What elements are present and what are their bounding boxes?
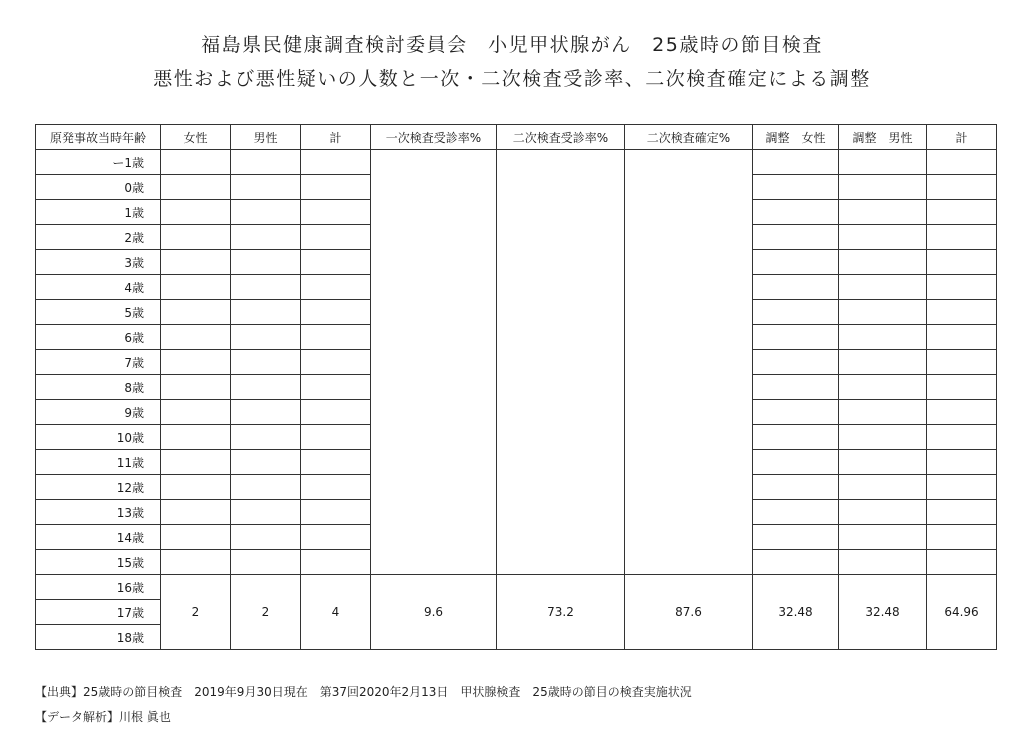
age-cell: 14歳 bbox=[36, 525, 161, 550]
empty-cell bbox=[839, 325, 927, 350]
empty-cell bbox=[301, 225, 371, 250]
empty-cell bbox=[927, 550, 997, 575]
empty-cell bbox=[927, 500, 997, 525]
empty-cell bbox=[839, 200, 927, 225]
value-first-exam-rate: 9.6 bbox=[371, 575, 497, 650]
empty-cell bbox=[161, 375, 231, 400]
empty-cell bbox=[231, 150, 301, 175]
empty-cell bbox=[753, 525, 839, 550]
title-line-1: 福島県民健康調査検討委員会 小児甲状腺がん 25歳時の節目検査 bbox=[201, 34, 823, 56]
age-cell: 0歳 bbox=[36, 175, 161, 200]
header-total: 計 bbox=[301, 125, 371, 150]
empty-cell bbox=[231, 275, 301, 300]
empty-cell bbox=[839, 175, 927, 200]
empty-cell bbox=[753, 175, 839, 200]
empty-cell bbox=[301, 250, 371, 275]
age-cell: 8歳 bbox=[36, 375, 161, 400]
empty-cell bbox=[231, 375, 301, 400]
value-adj-male: 32.48 bbox=[839, 575, 927, 650]
empty-cell bbox=[161, 325, 231, 350]
empty-cell bbox=[301, 350, 371, 375]
header-age: 原発事故当時年齢 bbox=[36, 125, 161, 150]
age-cell: 5歳 bbox=[36, 300, 161, 325]
empty-cell bbox=[231, 325, 301, 350]
age-cell: 15歳 bbox=[36, 550, 161, 575]
empty-cell bbox=[839, 450, 927, 475]
empty-cell bbox=[161, 350, 231, 375]
empty-cell bbox=[753, 150, 839, 175]
empty-cell bbox=[927, 325, 997, 350]
value-second-exam-rate: 73.2 bbox=[497, 575, 625, 650]
empty-cell bbox=[301, 375, 371, 400]
empty-cell bbox=[753, 200, 839, 225]
age-cell: 6歳 bbox=[36, 325, 161, 350]
empty-cell bbox=[927, 225, 997, 250]
empty-cell bbox=[301, 400, 371, 425]
empty-cell bbox=[927, 275, 997, 300]
value-male: 2 bbox=[231, 575, 301, 650]
empty-cell bbox=[231, 500, 301, 525]
header-row bbox=[36, 125, 997, 150]
empty-cell bbox=[231, 525, 301, 550]
empty-cell bbox=[753, 500, 839, 525]
empty-cell bbox=[301, 200, 371, 225]
footer-analysis: 【データ解析】川根 眞也 bbox=[35, 710, 171, 724]
age-cell: 17歳 bbox=[36, 600, 161, 625]
empty-cell bbox=[927, 525, 997, 550]
empty-cell bbox=[753, 425, 839, 450]
empty-cell bbox=[231, 175, 301, 200]
empty-cell bbox=[839, 275, 927, 300]
empty-cell bbox=[301, 550, 371, 575]
empty-cell bbox=[161, 225, 231, 250]
empty-cell bbox=[927, 475, 997, 500]
empty-cell bbox=[231, 450, 301, 475]
age-cell: 3歳 bbox=[36, 250, 161, 275]
empty-cell bbox=[927, 375, 997, 400]
header-second-exam-rate: 二次検査受診率% bbox=[497, 125, 625, 150]
empty-cell bbox=[301, 425, 371, 450]
age-cell: 9歳 bbox=[36, 400, 161, 425]
empty-cell bbox=[839, 350, 927, 375]
empty-cell bbox=[231, 425, 301, 450]
empty-cell bbox=[161, 475, 231, 500]
value-second-confirmed: 87.6 bbox=[625, 575, 753, 650]
age-cell: 4歳 bbox=[36, 275, 161, 300]
header-first-exam-rate: 一次検査受診率% bbox=[371, 125, 497, 150]
age-cell: 10歳 bbox=[36, 425, 161, 450]
merged-empty-cell bbox=[371, 150, 497, 575]
empty-cell bbox=[301, 500, 371, 525]
empty-cell bbox=[753, 250, 839, 275]
empty-cell bbox=[161, 500, 231, 525]
merged-empty-cell bbox=[625, 150, 753, 575]
empty-cell bbox=[927, 150, 997, 175]
empty-cell bbox=[301, 475, 371, 500]
age-cell: 7歳 bbox=[36, 350, 161, 375]
age-cell: 2歳 bbox=[36, 225, 161, 250]
value-total: 4 bbox=[301, 575, 371, 650]
empty-cell bbox=[161, 450, 231, 475]
empty-cell bbox=[231, 250, 301, 275]
empty-cell bbox=[161, 300, 231, 325]
empty-cell bbox=[927, 300, 997, 325]
empty-cell bbox=[161, 200, 231, 225]
empty-cell bbox=[161, 250, 231, 275]
empty-cell bbox=[839, 525, 927, 550]
empty-cell bbox=[753, 475, 839, 500]
title-line-2: 悪性および悪性疑いの人数と一次・二次検査受診率、二次検査確定による調整 bbox=[153, 68, 871, 90]
footer-source: 【出典】25歳時の節目検査 2019年9月30日現在 第37回2020年2月13日 甲状腺検査 25歳時の節目の検査実施状況 bbox=[35, 685, 692, 699]
empty-cell bbox=[927, 200, 997, 225]
empty-cell bbox=[301, 150, 371, 175]
empty-cell bbox=[753, 325, 839, 350]
empty-cell bbox=[301, 325, 371, 350]
empty-cell bbox=[839, 150, 927, 175]
empty-cell bbox=[927, 175, 997, 200]
empty-cell bbox=[231, 350, 301, 375]
value-female: 2 bbox=[161, 575, 231, 650]
age-cell: 1歳 bbox=[36, 200, 161, 225]
empty-cell bbox=[231, 200, 301, 225]
empty-cell bbox=[927, 450, 997, 475]
empty-cell bbox=[927, 350, 997, 375]
empty-cell bbox=[231, 225, 301, 250]
empty-cell bbox=[839, 400, 927, 425]
empty-cell bbox=[301, 525, 371, 550]
empty-cell bbox=[301, 175, 371, 200]
data-table bbox=[35, 124, 997, 650]
empty-cell bbox=[839, 225, 927, 250]
table-row bbox=[36, 575, 997, 600]
empty-cell bbox=[161, 550, 231, 575]
empty-cell bbox=[927, 400, 997, 425]
empty-cell bbox=[839, 500, 927, 525]
empty-cell bbox=[231, 550, 301, 575]
age-cell: 12歳 bbox=[36, 475, 161, 500]
empty-cell bbox=[839, 475, 927, 500]
header-second-confirmed: 二次検査確定% bbox=[625, 125, 753, 150]
empty-cell bbox=[927, 425, 997, 450]
value-adj-total: 64.96 bbox=[927, 575, 997, 650]
table-row bbox=[36, 150, 997, 175]
empty-cell bbox=[839, 375, 927, 400]
empty-cell bbox=[927, 250, 997, 275]
age-cell: 18歳 bbox=[36, 625, 161, 650]
empty-cell bbox=[839, 425, 927, 450]
empty-cell bbox=[301, 275, 371, 300]
age-cell: 11歳 bbox=[36, 450, 161, 475]
empty-cell bbox=[161, 275, 231, 300]
empty-cell bbox=[753, 550, 839, 575]
empty-cell bbox=[753, 450, 839, 475]
empty-cell bbox=[161, 425, 231, 450]
empty-cell bbox=[753, 300, 839, 325]
header-adj-female: 調整 女性 bbox=[753, 125, 839, 150]
empty-cell bbox=[839, 250, 927, 275]
value-adj-female: 32.48 bbox=[753, 575, 839, 650]
empty-cell bbox=[301, 450, 371, 475]
empty-cell bbox=[231, 300, 301, 325]
empty-cell bbox=[231, 400, 301, 425]
merged-empty-cell bbox=[497, 150, 625, 575]
empty-cell bbox=[161, 175, 231, 200]
empty-cell bbox=[161, 525, 231, 550]
empty-cell bbox=[839, 300, 927, 325]
empty-cell bbox=[753, 350, 839, 375]
empty-cell bbox=[753, 375, 839, 400]
age-cell: 16歳 bbox=[36, 575, 161, 600]
empty-cell bbox=[161, 400, 231, 425]
header-male: 男性 bbox=[231, 125, 301, 150]
header-adj-total: 計 bbox=[927, 125, 997, 150]
empty-cell bbox=[839, 550, 927, 575]
age-cell: 13歳 bbox=[36, 500, 161, 525]
age-cell: ー1歳 bbox=[36, 150, 161, 175]
header-female: 女性 bbox=[161, 125, 231, 150]
empty-cell bbox=[753, 225, 839, 250]
empty-cell bbox=[753, 275, 839, 300]
header-adj-male: 調整 男性 bbox=[839, 125, 927, 150]
empty-cell bbox=[301, 300, 371, 325]
empty-cell bbox=[231, 475, 301, 500]
empty-cell bbox=[161, 150, 231, 175]
empty-cell bbox=[753, 400, 839, 425]
